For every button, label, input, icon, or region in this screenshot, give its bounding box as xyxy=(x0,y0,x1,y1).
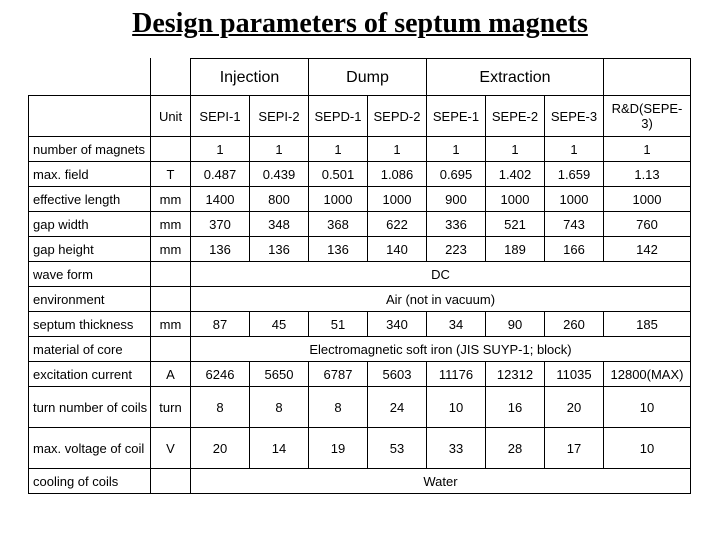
value-cell: 53 xyxy=(368,428,427,469)
value-cell: 6246 xyxy=(191,362,250,387)
value-cell: 743 xyxy=(545,212,604,237)
value-cell: 11035 xyxy=(545,362,604,387)
value-cell: 368 xyxy=(309,212,368,237)
row-unit xyxy=(151,287,191,312)
value-cell: 1000 xyxy=(545,187,604,212)
value-cell: 8 xyxy=(191,387,250,428)
group-header-injection: Injection xyxy=(191,59,309,96)
value-cell: 20 xyxy=(191,428,250,469)
table-row xyxy=(29,262,691,287)
value-cell: 622 xyxy=(368,212,427,237)
value-cell: 1000 xyxy=(368,187,427,212)
value-cell: 800 xyxy=(250,187,309,212)
value-cell: 185 xyxy=(604,312,691,337)
value-cell: 1 xyxy=(427,137,486,162)
table-row xyxy=(29,137,691,162)
table-row xyxy=(29,312,691,337)
group-header-empty xyxy=(604,59,691,96)
merged-value-cell: Air (not in vacuum) xyxy=(191,287,691,312)
value-cell: 10 xyxy=(604,428,691,469)
value-cell: 166 xyxy=(545,237,604,262)
value-cell: 33 xyxy=(427,428,486,469)
column-header-7: R&D(SEPE-3) xyxy=(604,96,691,137)
row-label: effective length xyxy=(29,187,151,212)
value-cell: 0.439 xyxy=(250,162,309,187)
value-cell: 136 xyxy=(250,237,309,262)
column-header-row xyxy=(29,96,691,137)
value-cell: 51 xyxy=(309,312,368,337)
row-unit xyxy=(151,137,191,162)
value-cell: 900 xyxy=(427,187,486,212)
table-row xyxy=(29,387,691,428)
table-row xyxy=(29,362,691,387)
value-cell: 12800(MAX) xyxy=(604,362,691,387)
column-header-0: SEPI-1 xyxy=(191,96,250,137)
merged-value-cell: DC xyxy=(191,262,691,287)
value-cell: 1000 xyxy=(486,187,545,212)
value-cell: 223 xyxy=(427,237,486,262)
value-cell: 1 xyxy=(486,137,545,162)
merged-value-cell: Electromagnetic soft iron (JIS SUYP-1; block) xyxy=(191,337,691,362)
value-cell: 1000 xyxy=(604,187,691,212)
table-row xyxy=(29,337,691,362)
value-cell: 0.487 xyxy=(191,162,250,187)
column-header-3: SEPD-2 xyxy=(368,96,427,137)
value-cell: 348 xyxy=(250,212,309,237)
row-label: gap width xyxy=(29,212,151,237)
row-label: material of core xyxy=(29,337,151,362)
value-cell: 1000 xyxy=(309,187,368,212)
value-cell: 6787 xyxy=(309,362,368,387)
value-cell: 1.659 xyxy=(545,162,604,187)
table-row xyxy=(29,187,691,212)
row-label: excitation current xyxy=(29,362,151,387)
row-label: environment xyxy=(29,287,151,312)
unit-header: Unit xyxy=(151,96,191,137)
value-cell: 0.501 xyxy=(309,162,368,187)
value-cell: 1 xyxy=(191,137,250,162)
page-title: Design parameters of septum magnets xyxy=(132,8,588,39)
group-header-dump: Dump xyxy=(309,59,427,96)
merged-value-cell: Water xyxy=(191,469,691,494)
row-label: cooling of coils xyxy=(29,469,151,494)
group-header-row xyxy=(29,59,691,96)
value-cell: 1400 xyxy=(191,187,250,212)
value-cell: 1 xyxy=(250,137,309,162)
table-row xyxy=(29,162,691,187)
value-cell: 336 xyxy=(427,212,486,237)
row-unit xyxy=(151,469,191,494)
value-cell: 0.695 xyxy=(427,162,486,187)
table-row xyxy=(29,237,691,262)
value-cell: 19 xyxy=(309,428,368,469)
table-row xyxy=(29,428,691,469)
value-cell: 14 xyxy=(250,428,309,469)
row-unit xyxy=(151,337,191,362)
value-cell: 10 xyxy=(427,387,486,428)
value-cell: 11176 xyxy=(427,362,486,387)
row-label: max. voltage of coil xyxy=(29,428,151,469)
table-row xyxy=(29,469,691,494)
row-unit xyxy=(151,262,191,287)
value-cell: 17 xyxy=(545,428,604,469)
parameters-table xyxy=(28,58,691,494)
value-cell: 24 xyxy=(368,387,427,428)
empty-header-cell xyxy=(29,96,151,137)
value-cell: 12312 xyxy=(486,362,545,387)
value-cell: 340 xyxy=(368,312,427,337)
value-cell: 5650 xyxy=(250,362,309,387)
value-cell: 1 xyxy=(545,137,604,162)
row-label: max. field xyxy=(29,162,151,187)
row-unit: A xyxy=(151,362,191,387)
value-cell: 140 xyxy=(368,237,427,262)
row-unit: mm xyxy=(151,312,191,337)
value-cell: 260 xyxy=(545,312,604,337)
table-row xyxy=(29,212,691,237)
empty-corner-cell xyxy=(151,59,191,96)
value-cell: 90 xyxy=(486,312,545,337)
row-label: turn number of coils xyxy=(29,387,151,428)
column-header-6: SEPE-3 xyxy=(545,96,604,137)
row-unit: T xyxy=(151,162,191,187)
row-label: wave form xyxy=(29,262,151,287)
value-cell: 87 xyxy=(191,312,250,337)
value-cell: 8 xyxy=(309,387,368,428)
value-cell: 760 xyxy=(604,212,691,237)
row-unit: mm xyxy=(151,212,191,237)
value-cell: 136 xyxy=(191,237,250,262)
value-cell: 10 xyxy=(604,387,691,428)
table-row xyxy=(29,287,691,312)
value-cell: 1 xyxy=(368,137,427,162)
value-cell: 1 xyxy=(309,137,368,162)
value-cell: 1 xyxy=(604,137,691,162)
value-cell: 34 xyxy=(427,312,486,337)
value-cell: 28 xyxy=(486,428,545,469)
row-unit: mm xyxy=(151,187,191,212)
row-unit: turn xyxy=(151,387,191,428)
value-cell: 5603 xyxy=(368,362,427,387)
value-cell: 1.086 xyxy=(368,162,427,187)
row-label: gap height xyxy=(29,237,151,262)
column-header-2: SEPD-1 xyxy=(309,96,368,137)
value-cell: 142 xyxy=(604,237,691,262)
row-unit: mm xyxy=(151,237,191,262)
value-cell: 1.13 xyxy=(604,162,691,187)
value-cell: 521 xyxy=(486,212,545,237)
column-header-1: SEPI-2 xyxy=(250,96,309,137)
value-cell: 16 xyxy=(486,387,545,428)
value-cell: 1.402 xyxy=(486,162,545,187)
value-cell: 45 xyxy=(250,312,309,337)
column-header-5: SEPE-2 xyxy=(486,96,545,137)
row-label: septum thickness xyxy=(29,312,151,337)
row-label: number of magnets xyxy=(29,137,151,162)
group-header-extraction: Extraction xyxy=(427,59,604,96)
value-cell: 189 xyxy=(486,237,545,262)
value-cell: 20 xyxy=(545,387,604,428)
empty-corner-cell xyxy=(29,59,151,96)
value-cell: 136 xyxy=(309,237,368,262)
column-header-4: SEPE-1 xyxy=(427,96,486,137)
value-cell: 8 xyxy=(250,387,309,428)
row-unit: V xyxy=(151,428,191,469)
value-cell: 370 xyxy=(191,212,250,237)
